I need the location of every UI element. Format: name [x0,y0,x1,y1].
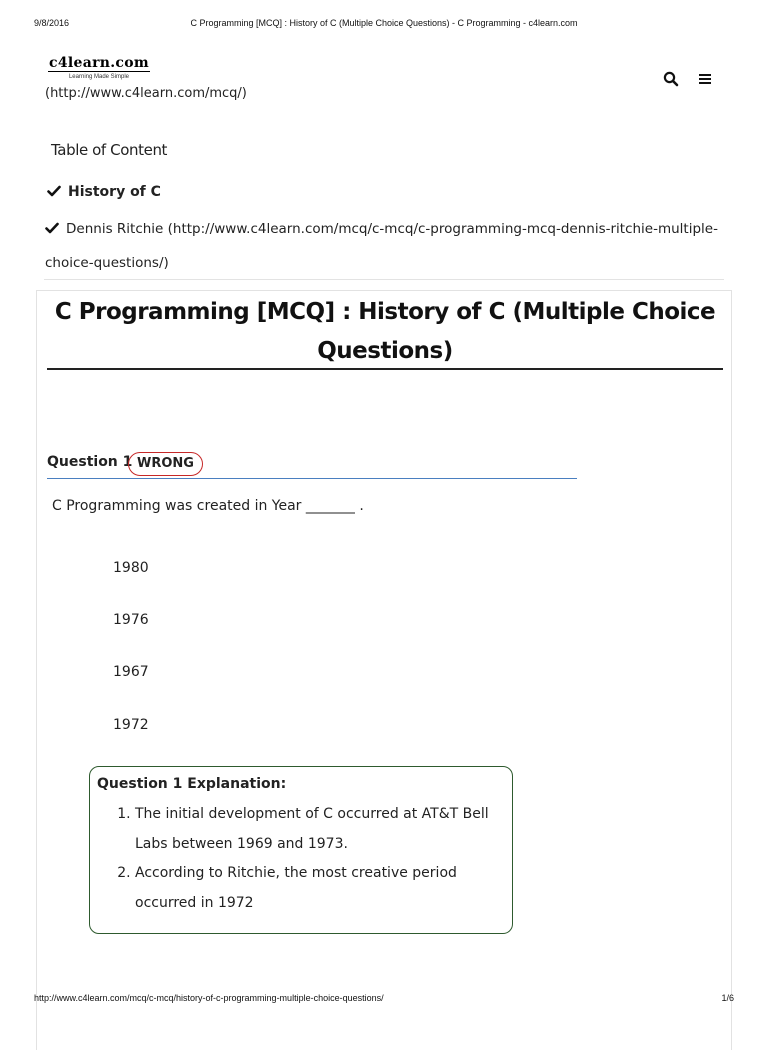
print-footer-url: http://www.c4learn.com/mcq/c-mcq/history-of-c-programming-multiple-choice-questions/ [34,993,384,1003]
explanation-box [89,766,513,934]
search-icon [662,70,680,88]
toc-divider [44,279,724,280]
explanation-point: 1. The initial development of C occurred at AT&T Bell Labs between 1969 and 1973. [135,800,500,859]
toc-item-label: Dennis Ritchie (http://www.c4learn.com/mcq/c-mcq/c-programming-mcq-dennis-ritchie-multiple-choice-questions/) [45,221,718,271]
menu-icon [697,70,715,88]
logo-tagline: Learning Made Simple [68,74,130,80]
answer-option[interactable]: 1976 [113,612,149,628]
question-text: C Programming was created in Year _______ . [52,498,364,514]
toc-item-dennis-ritchie[interactable] [45,212,725,280]
status-badge: WRONG [128,452,203,476]
menu-button[interactable] [697,70,715,88]
print-date: 9/8/2016 [34,18,70,28]
check-icon [47,185,61,197]
explanation-title: Question 1 Explanation: [97,776,287,792]
question-header [47,452,577,479]
answer-option[interactable]: 1980 [113,560,149,576]
answer-option[interactable]: 1967 [113,664,149,680]
explanation-point: 2. According to Ritchie, the most creative period occurred in 1972 [135,859,500,918]
print-doc-title: C Programming [MCQ] : History of C (Multiple Choice Questions) - C Programming - c4learn.com [190,18,578,28]
explanation-list [90,800,500,918]
page-number: 1/6 [721,993,734,1003]
toc-item-history-of-c[interactable] [47,184,161,200]
question-label: Question 1 [47,454,133,470]
logo-text: c4learn.com [49,55,149,71]
search-button[interactable] [662,70,680,88]
answer-option[interactable]: 1972 [113,717,149,733]
toc-item-label: History of C [68,184,161,200]
title-divider [47,368,723,370]
toc-title: Table of Content [51,141,168,159]
logo-link-url[interactable]: (http://www.c4learn.com/mcq/) [45,86,247,101]
site-logo[interactable] [48,56,150,82]
page-title: C Programming [MCQ] : History of C (Multiple Choice Questions) [54,299,716,364]
check-icon [45,222,59,234]
